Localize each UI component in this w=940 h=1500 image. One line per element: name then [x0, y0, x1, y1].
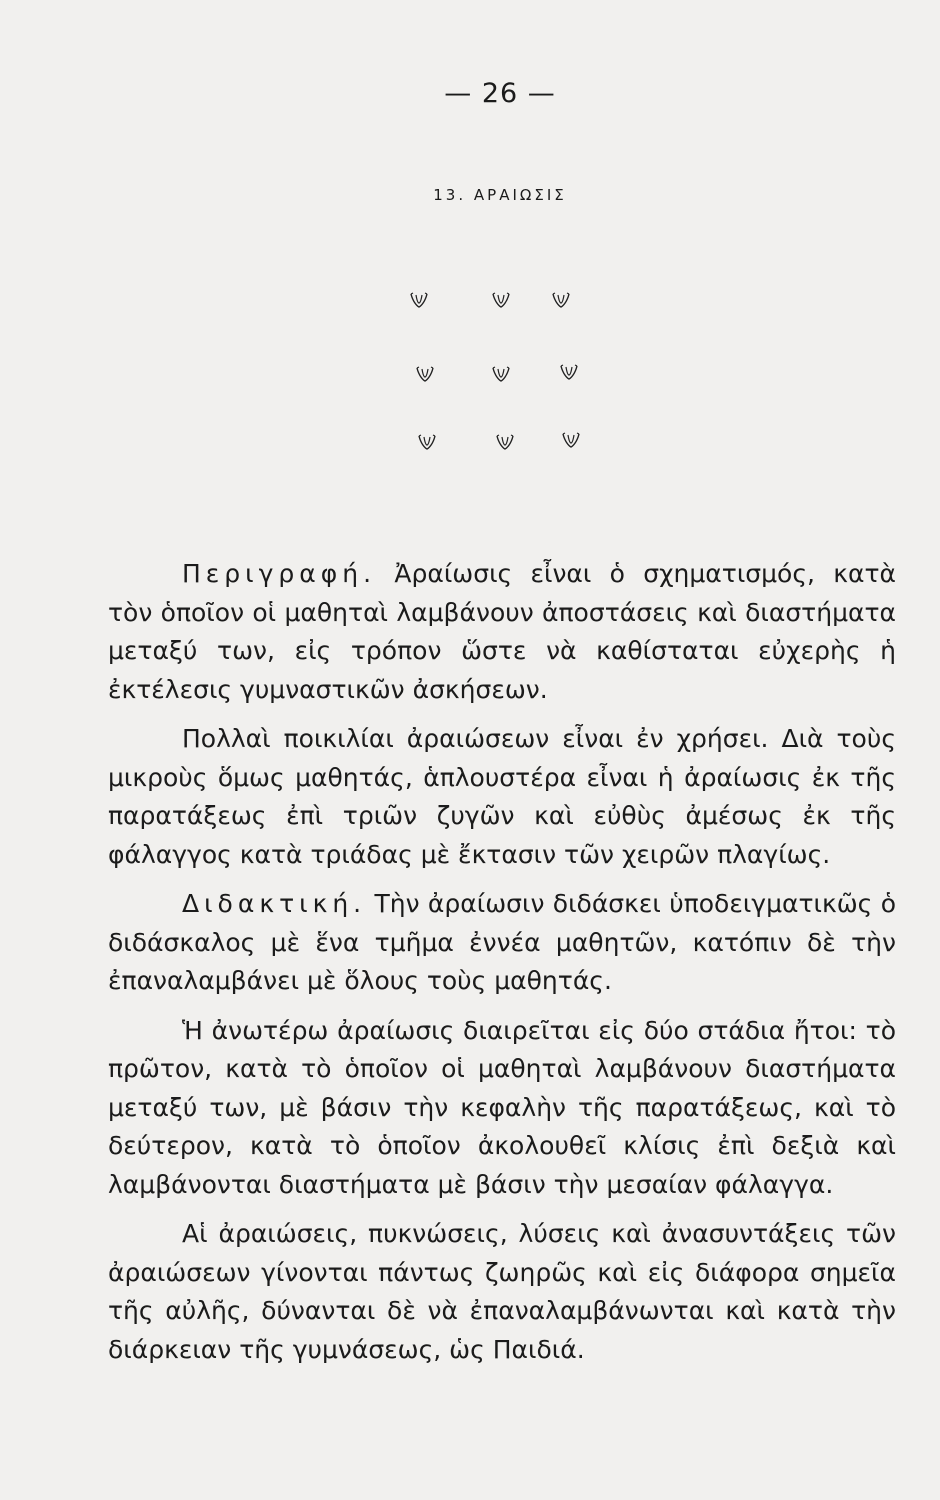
formation-diagram	[405, 282, 595, 462]
pupil-mark	[419, 435, 435, 449]
paragraph-text: Τὴν ἀραίωσιν διδάσκει ὑποδειγματικῶς ὁ διδάσκαλος μὲ ἕνα τμῆμα ἐννέα μαθητῶν, κατόπιν δὲ τὴν ἐπαναλαμβάνει μὲ ὅλους τοὺς μαθητάς.	[108, 889, 896, 995]
pupil-mark	[561, 365, 577, 379]
body-text	[108, 555, 896, 1369]
section-title: 13. ΑΡΑΙΩΣΙΣ	[433, 186, 567, 204]
paragraph-text: Αἱ ἀραιώσεις, πυκνώσεις, λύσεις καὶ ἀνασυντάξεις τῶν ἀραιώσεων γίνονται πάντως ζωηρῶς καὶ εἰς διάφορα σημεῖα τῆς αὐλῆς, δύνανται δὲ νὰ ἐπαναλαμβάνωνται καὶ κατὰ τὴν διάρκειαν τῆς γυμνάσεως, ὡς Παιδιά.	[108, 1219, 896, 1364]
pupil-mark	[493, 293, 509, 307]
paragraph-description	[108, 555, 896, 709]
paragraph-games	[108, 1215, 896, 1369]
pupil-mark	[493, 367, 509, 381]
paragraph-stages	[108, 1012, 896, 1205]
paragraph-varieties	[108, 720, 896, 874]
paragraph-text: Ἀραίωσις εἶναι ὁ σχηματισμός, κατὰ τὸν ὁποῖον οἱ μαθηταὶ λαμβάνουν ἀποστάσεις καὶ διαστήματα μεταξύ των, εἰς τρόπον ὥστε νὰ καθίσταται εὐχερὴς ἡ ἐκτέλεσις γυμναστικῶν ἀσκήσεων.	[108, 559, 896, 704]
pupil-mark	[417, 367, 433, 381]
heading-teaching: Διδακτική.	[182, 889, 367, 918]
pupil-mark	[411, 293, 427, 307]
pupil-mark	[497, 435, 513, 449]
paragraph-text: Ἡ ἀνωτέρω ἀραίωσις διαιρεῖται εἰς δύο στάδια ἤτοι: τὸ πρῶτον, κατὰ τὸ ὁποῖον οἱ μαθηταὶ λαμβάνουν διαστήματα μεταξύ των, μὲ βάσιν τὴν κεφαλὴν τῆς παρατάξεως, καὶ τὸ δεύτερον, κατὰ τὸ ὁποῖον ἀκολουθεῖ κλίσις ἐπὶ δεξιὰ καὶ λαμβάνονται διαστήματα μὲ βάσιν τὴν μεσαίαν φάλαγγα.	[108, 1015, 896, 1199]
paragraph-teaching	[108, 885, 896, 1001]
heading-description: Περιγραφή.	[182, 559, 377, 588]
formation-svg	[405, 282, 595, 462]
paragraph-text: Πολλαὶ ποικιλίαι ἀραιώσεων εἶναι ἐν χρήσει. Διὰ τοὺς μικροὺς ὅμως μαθητάς, ἁπλουστέρα εἶναι ἡ ἀραίωσις ἐκ τῆς παρατάξεως ἐπὶ τριῶν ζυγῶν καὶ εὐθὺς ἀμέσως ἐκ τῆς φάλαγγος κατὰ τριάδας μὲ ἔκτασιν τῶν χειρῶν πλαγίως.	[108, 724, 896, 869]
pupil-mark	[553, 293, 569, 307]
pupil-mark	[563, 433, 579, 447]
page-number: — 26 —	[444, 78, 556, 109]
